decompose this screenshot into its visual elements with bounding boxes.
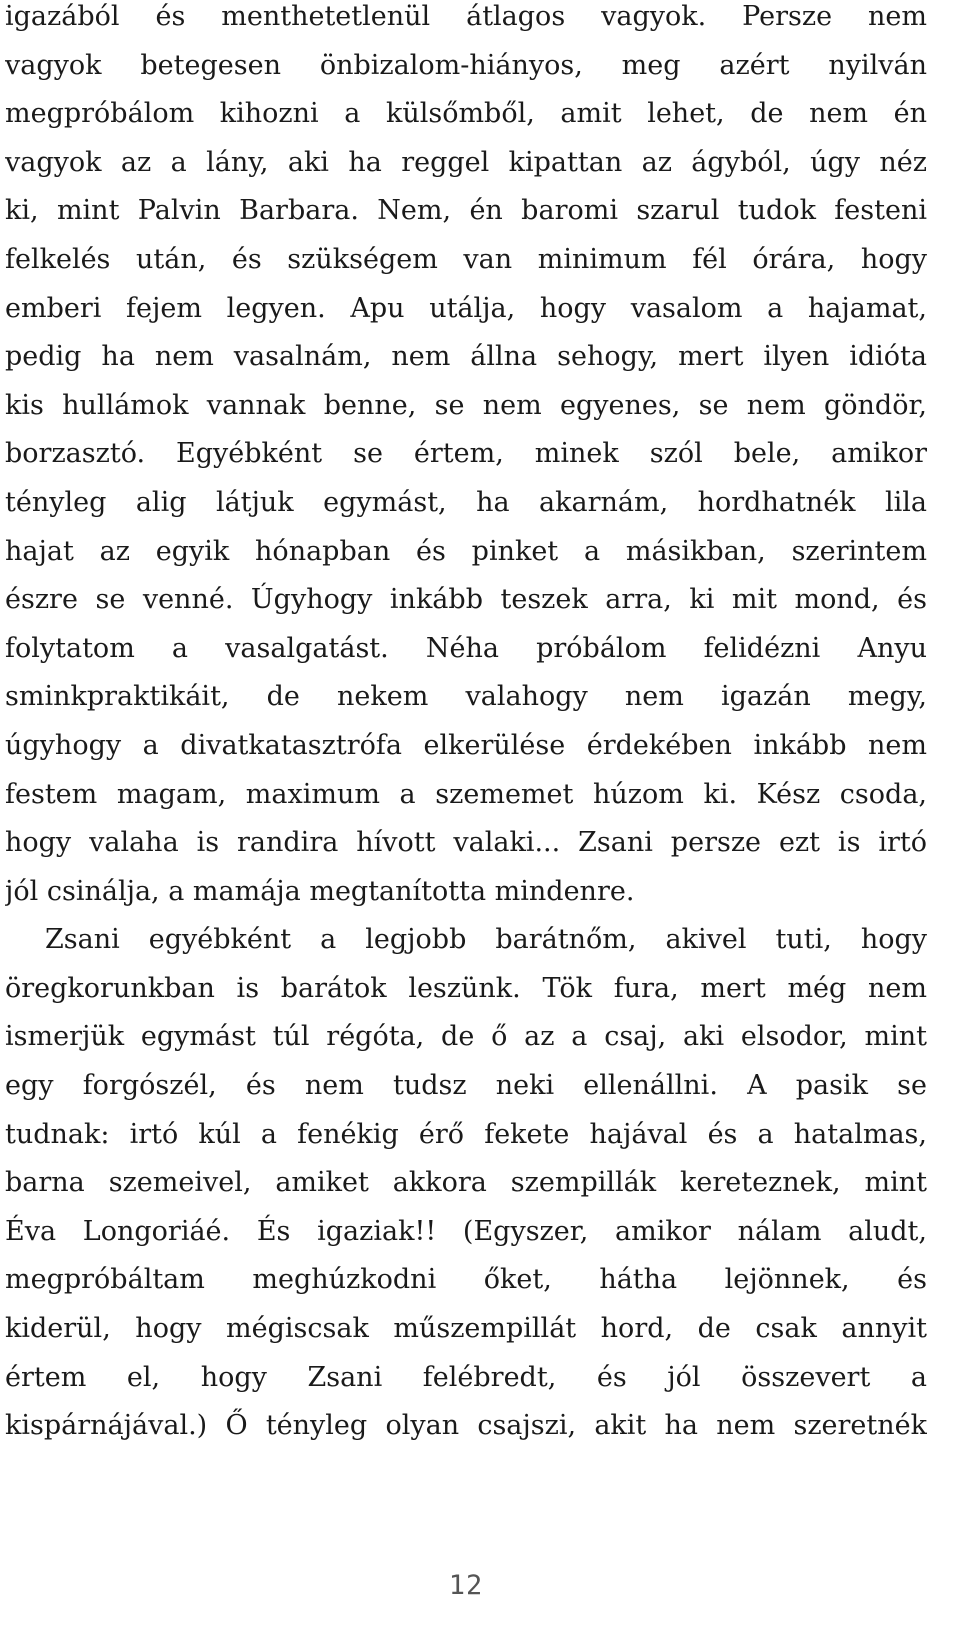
text-line: kispárnájával.) Ő tényleg olyan csajszi, akit ha nem szeretnék xyxy=(5,1410,927,1442)
text-line: megpróbálom kihozni a külsőmből, amit lehet, de nem én xyxy=(5,98,927,130)
text-line: értem el, hogy Zsani felébredt, és jól összevert a xyxy=(5,1361,927,1393)
text-line: tényleg alig látjuk egymást, ha akarnám, hordhatnék lila xyxy=(5,486,927,518)
text-line: észre se venné. Úgyhogy inkább teszek arra, ki mit mond, és xyxy=(5,584,927,616)
text-line: öregkorunkban is barátok leszünk. Tök fura, mert még nem xyxy=(5,972,927,1004)
text-line: festem magam, maximum a szememet húzom ki. Kész csoda, xyxy=(5,778,927,810)
body-text xyxy=(5,0,927,1451)
text-line: hogy valaha is randira hívott valaki... Zsani persze ezt is irtó xyxy=(5,827,927,859)
text-line: emberi fejem legyen. Apu utálja, hogy vasalom a hajamat, xyxy=(5,292,927,324)
text-line: sminkpraktikáit, de nekem valahogy nem igazán megy, xyxy=(5,681,927,713)
text-line: Éva Longoriáé. És igaziak!! (Egyszer, amikor nálam aludt, xyxy=(5,1215,927,1247)
text-line: Zsani egyébként a legjobb barátnőm, akivel tuti, hogy xyxy=(45,924,927,956)
text-line: egy forgószél, és nem tudsz neki ellenállni. A pasik se xyxy=(5,1070,927,1102)
text-line: felkelés után, és szükségem van minimum fél órára, hogy xyxy=(5,243,927,275)
book-page xyxy=(5,0,927,1626)
text-line: igazából és menthetetlenül átlagos vagyok. Persze nem xyxy=(5,1,927,32)
text-line: úgyhogy a divatkatasztrófa elkerülése érdekében inkább nem xyxy=(5,729,927,761)
text-line: megpróbáltam meghúzkodni őket, hátha lejönnek, és xyxy=(5,1264,927,1296)
text-line: jól csinálja, a mamája megtanította mindenre. xyxy=(5,875,635,907)
text-line: folytatom a vasalgatást. Néha próbálom felidézni Anyu xyxy=(5,632,927,664)
text-line: vagyok az a lány, aki ha reggel kipattan az ágyból, úgy néz xyxy=(5,146,927,178)
text-line: hajat az egyik hónapban és pinket a másikban, szerintem xyxy=(5,535,927,567)
text-line: pedig ha nem vasalnám, nem állna sehogy, mert ilyen idióta xyxy=(5,341,927,373)
text-line: ismerjük egymást túl régóta, de ő az a csaj, aki elsodor, mint xyxy=(5,1021,927,1053)
text-line: kis hullámok vannak benne, se nem egyenes, se nem göndör, xyxy=(5,389,927,421)
text-line: borzasztó. Egyébként se értem, minek szól bele, amikor xyxy=(5,438,927,470)
text-line: vagyok betegesen önbizalom-hiányos, meg azért nyilván xyxy=(5,49,927,81)
text-line: barna szemeivel, amiket akkora szempillák kereteznek, mint xyxy=(5,1167,927,1199)
page-number: 12 xyxy=(448,1570,484,1601)
text-line: tudnak: irtó kúl a fenékig érő fekete hajával és a hatalmas, xyxy=(5,1118,927,1150)
text-line: kiderül, hogy mégiscsak műszempillát hord, de csak annyit xyxy=(5,1313,927,1345)
text-line: ki, mint Palvin Barbara. Nem, én baromi szarul tudok festeni xyxy=(5,195,927,227)
